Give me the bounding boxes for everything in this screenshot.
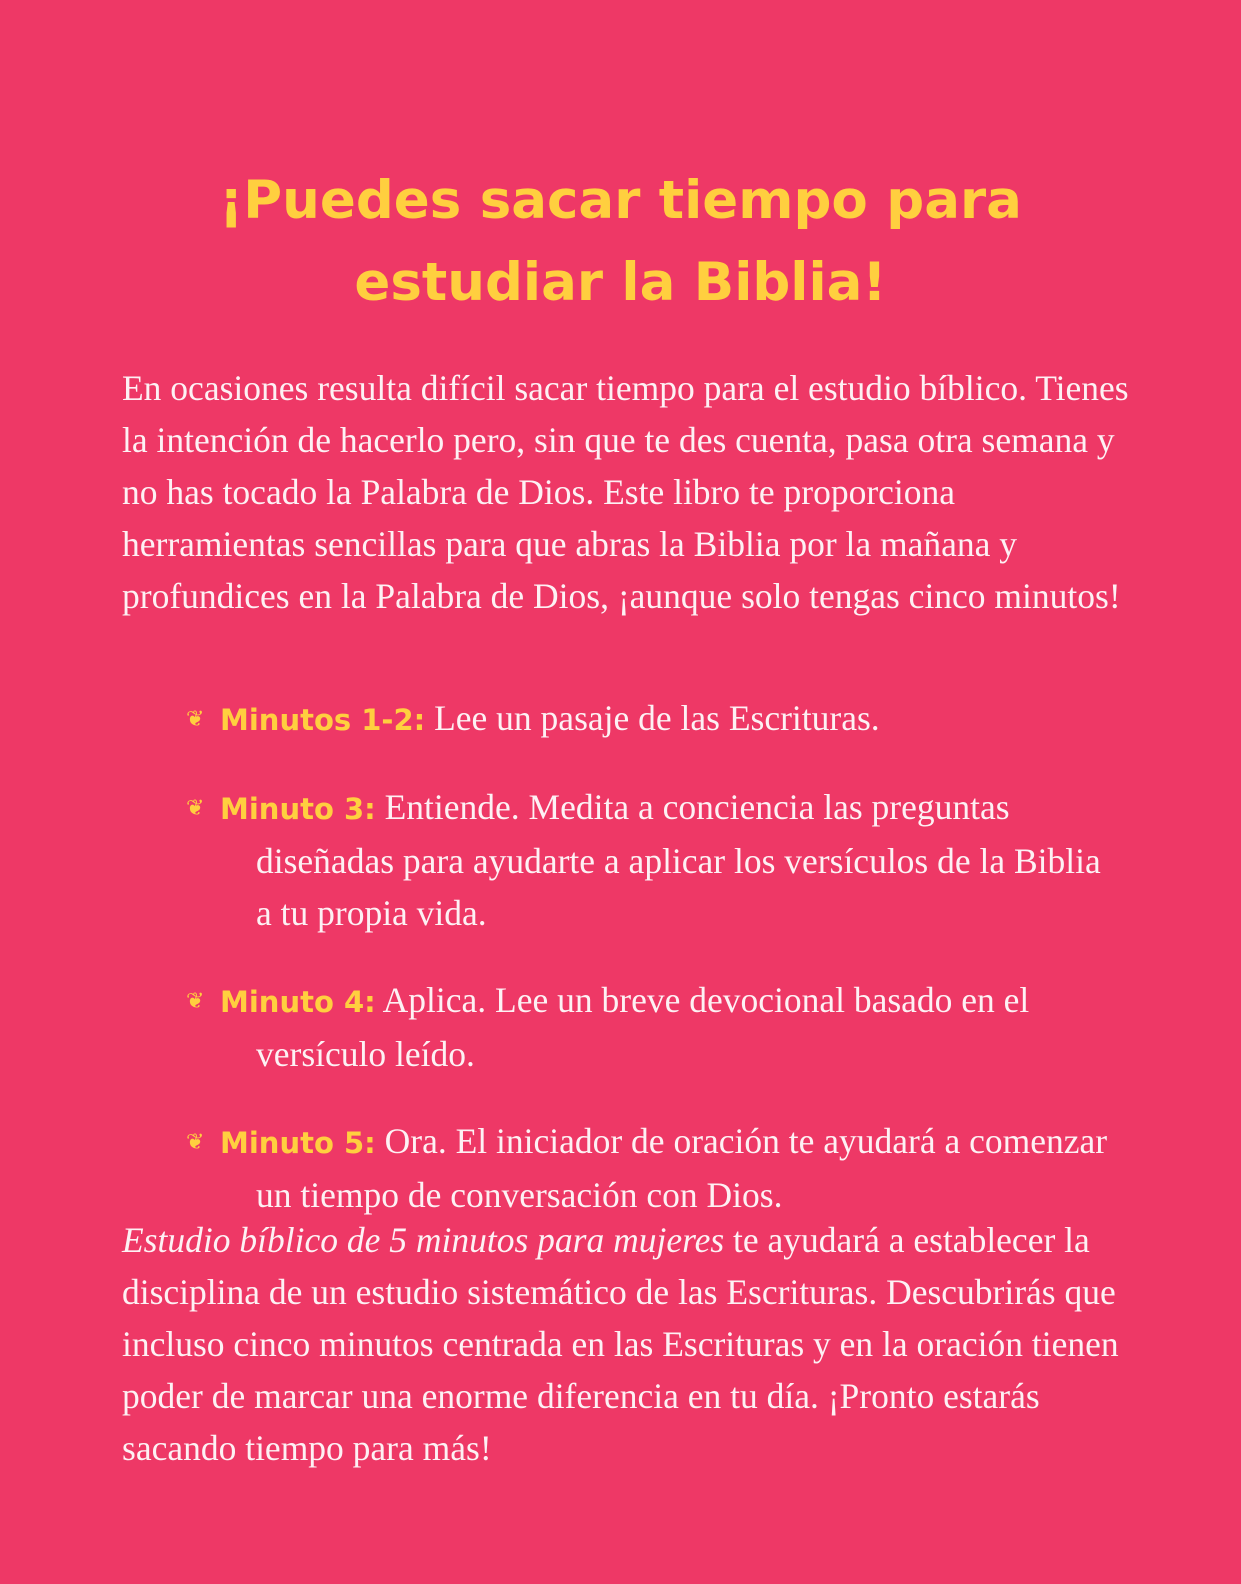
step-label: Minuto 5: [220, 1126, 376, 1160]
step-minute-4 [186, 974, 1121, 1080]
step-text: Aplica. Lee un breve devocional basado en el versículo leído. [256, 980, 1030, 1074]
page-title-line-2: estudiar la Biblia! [354, 252, 887, 313]
step-label: Minuto 4: [220, 985, 376, 1019]
step-text: Lee un pasaje de las Escrituras. [434, 698, 880, 738]
intro-paragraph: En ocasiones resulta difícil sacar tiempo para el estudio bíblico. Tienes la intención de hacerlo pero, sin que te des cuenta, pasa otra semana y no has tocado la Palabra de Dios. Este libro te proporciona herramientas sencillas para que abras la Biblia por la mañana y profundices en la Palabra de Dios, ¡aunque solo tengas cinco minutos! [122, 368, 1129, 616]
page-title-line-1: ¡Puedes sacar tiempo para [219, 170, 1022, 231]
leaf-sprig-icon: ❦ [186, 796, 205, 821]
book-title: Estudio bíblico de 5 minutos para mujeres [122, 1220, 725, 1260]
closing-text: te ayudará a establecer la disciplina de un estudio sistemático de las Escrituras. Descubrirás que incluso cinco minutos centrada en las Escrituras y en la oración tienen poder de marcar una enorme diferencia en tu día. ¡Pronto estarás sacando tiempo para más! [122, 1220, 1119, 1468]
minute-steps-list [186, 692, 1121, 1256]
step-text: Ora. El iniciador de oración te ayudará a comenzar un tiempo de conversación con Dios. [256, 1121, 1108, 1215]
step-minutes-1-2 [186, 692, 1121, 746]
leaf-sprig-icon: ❦ [186, 707, 205, 732]
leaf-sprig-icon: ❦ [186, 989, 205, 1014]
step-text: Entiende. Medita a conciencia las preguntas diseñadas para ayudarte a aplicar los versículos de la Biblia a tu propia vida. [256, 787, 1101, 933]
step-minute-5 [186, 1115, 1121, 1221]
step-minute-3 [186, 781, 1121, 939]
page-title [0, 160, 1241, 324]
step-label: Minutos 1-2: [220, 703, 426, 737]
leaf-sprig-icon: ❦ [186, 1130, 205, 1155]
closing-paragraph [122, 1214, 1132, 1474]
step-label: Minuto 3: [220, 792, 376, 826]
